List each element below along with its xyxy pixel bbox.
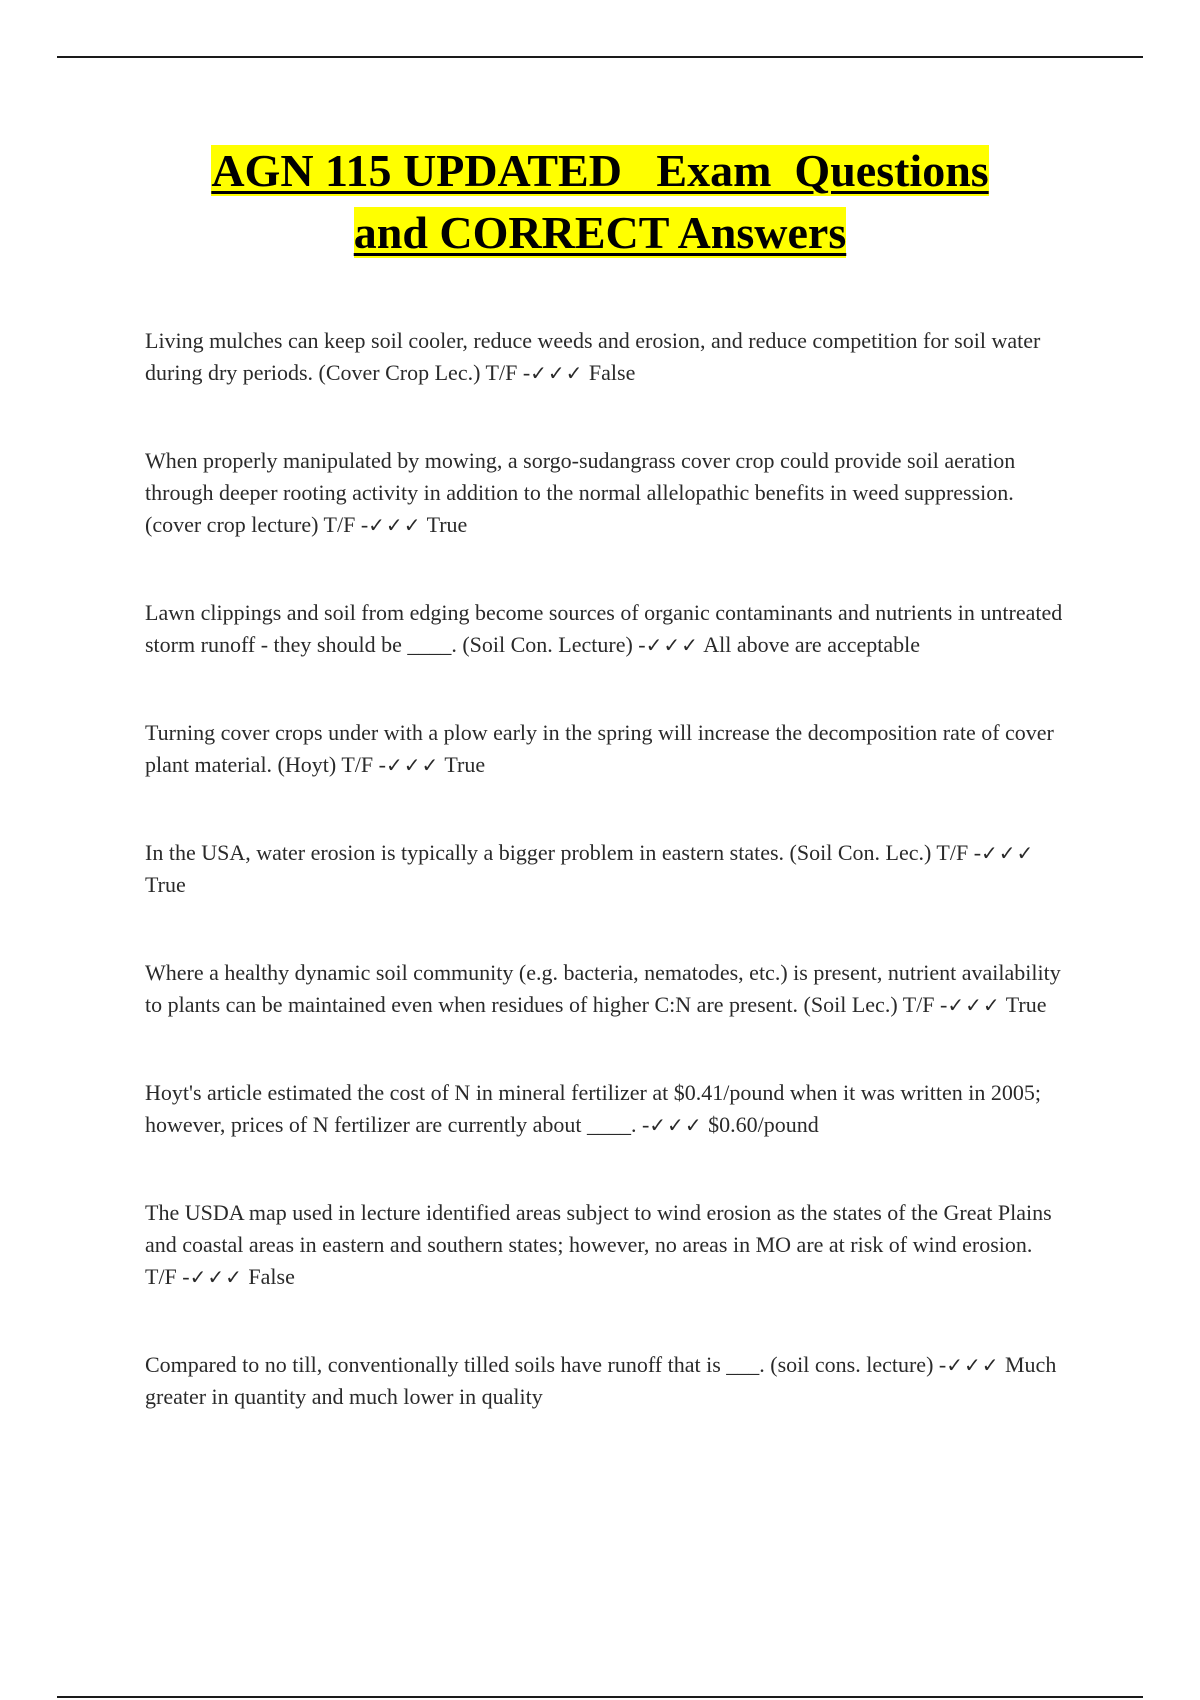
qa-item bbox=[145, 957, 1065, 1021]
answer-text: $0.60/pound bbox=[708, 1112, 819, 1137]
question-text: Lawn clippings and soil from edging become sources of organic contaminants and nutrients in untreated storm runoff - they should be ____. (Soil Con. Lecture) bbox=[145, 600, 1063, 657]
answer-separator: - bbox=[522, 360, 531, 385]
qa-item bbox=[145, 445, 1065, 541]
checkmark-icon: ✓✓✓ bbox=[649, 1113, 703, 1137]
question-text: Compared to no till, conventionally tilled soils have runoff that is ___. (soil cons. lecture) bbox=[145, 1352, 934, 1377]
checkmark-icon: ✓✓✓ bbox=[368, 513, 422, 537]
question-text: Where a healthy dynamic soil community (e.g. bacteria, nematodes, etc.) is present, nutrient availability to plants can be maintained even when residues of higher C:N are present. (Soil Lec.) T/F bbox=[145, 960, 1061, 1017]
answer-text: False bbox=[248, 1264, 295, 1289]
answer-separator: - bbox=[940, 992, 948, 1017]
checkmark-icon: ✓✓✓ bbox=[530, 361, 584, 385]
answer-text: True bbox=[426, 512, 468, 537]
question-text: When properly manipulated by mowing, a sorgo-sudangrass cover crop could provide soil aeration through deeper rooting activity in addition to the normal allelopathic benefits in weed suppression. (cover crop lecture) T/F bbox=[145, 448, 1016, 537]
answer-separator: - bbox=[938, 1352, 947, 1377]
question-answer-list bbox=[145, 325, 1065, 1413]
qa-item bbox=[145, 325, 1065, 389]
qa-item bbox=[145, 1077, 1065, 1141]
answer-separator: - bbox=[638, 632, 646, 657]
answer-text: Much greater in quantity and much lower in quality bbox=[145, 1352, 1057, 1409]
answer-separator: - bbox=[360, 512, 369, 537]
top-rule bbox=[57, 56, 1143, 58]
title-line-2-text: and CORRECT Answers bbox=[353, 207, 847, 258]
checkmark-icon: ✓✓✓ bbox=[385, 753, 440, 777]
answer-text: True bbox=[1005, 992, 1047, 1017]
qa-item bbox=[145, 717, 1065, 781]
checkmark-icon: ✓✓✓ bbox=[947, 993, 1001, 1017]
answer-separator: - bbox=[641, 1112, 650, 1137]
checkmark-icon: ✓✓✓ bbox=[645, 633, 699, 657]
answer-text: True bbox=[145, 872, 186, 897]
question-text: Living mulches can keep soil cooler, reduce weeds and erosion, and reduce competition for soil water during dry periods. (Cover Crop Lec.) T/F bbox=[145, 328, 1041, 385]
answer-text: All above are acceptable bbox=[703, 632, 921, 657]
title-line-1-text: AGN 115 UPDATED Exam Questions bbox=[211, 145, 989, 196]
question-text: Hoyt's article estimated the cost of N in mineral fertilizer at $0.41/pound when it was written in 2005; however, prices of N fertilizer are currently about ____. bbox=[145, 1080, 1041, 1137]
bottom-rule bbox=[57, 1696, 1143, 1698]
qa-item bbox=[145, 1349, 1065, 1413]
answer-separator: - bbox=[182, 1264, 190, 1289]
answer-text: False bbox=[588, 360, 636, 385]
answer-separator: - bbox=[378, 752, 386, 777]
title-line-1 bbox=[0, 140, 1200, 202]
checkmark-icon: ✓✓✓ bbox=[189, 1265, 243, 1289]
title-line-2 bbox=[0, 202, 1200, 264]
qa-item bbox=[145, 837, 1065, 901]
checkmark-icon: ✓✓✓ bbox=[981, 841, 1035, 865]
question-text: In the USA, water erosion is typically a bigger problem in eastern states. (Soil Con. Lec.) T/F bbox=[145, 840, 969, 865]
question-text: The USDA map used in lecture identified areas subject to wind erosion as the states of the Great Plains and coastal areas in eastern and southern states; however, no areas in MO are at risk of wind erosion. T/F bbox=[145, 1200, 1052, 1289]
answer-separator: - bbox=[973, 840, 982, 865]
checkmark-icon: ✓✓✓ bbox=[946, 1353, 1000, 1377]
qa-item bbox=[145, 1197, 1065, 1293]
answer-text: True bbox=[444, 752, 486, 777]
question-text: Turning cover crops under with a plow early in the spring will increase the decomposition rate of cover plant material. (Hoyt) T/F bbox=[145, 720, 1054, 777]
document-title bbox=[0, 140, 1200, 264]
qa-item bbox=[145, 597, 1065, 661]
